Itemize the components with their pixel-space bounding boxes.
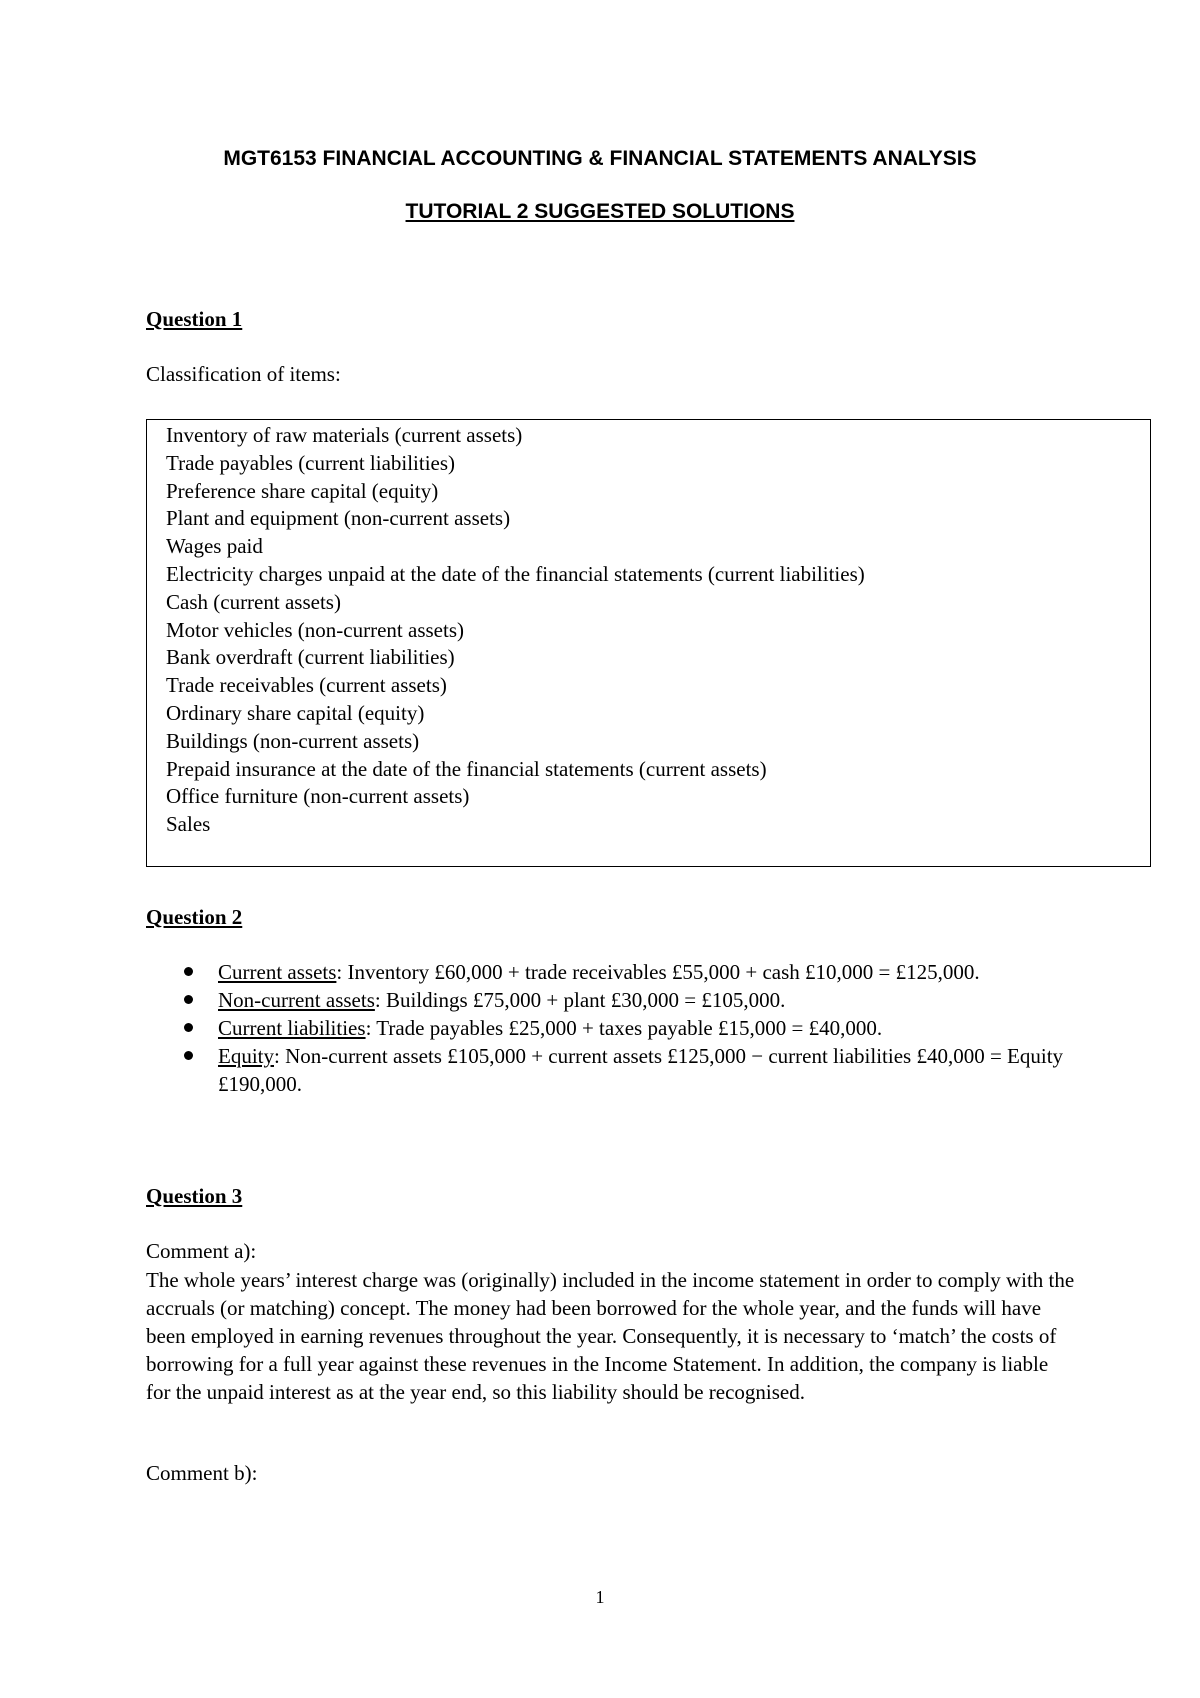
classification-item: Electricity charges unpaid at the date of the financial statements (current liabilities) [166, 561, 865, 586]
classification-item: Sales [166, 812, 211, 837]
classification-item: Cash (current assets) [166, 589, 341, 614]
bullet-dot-icon [184, 1023, 193, 1032]
document-subtitle: TUTORIAL 2 SUGGESTED SOLUTIONS [405, 200, 795, 223]
classification-item: Motor vehicles (non-current assets) [166, 617, 464, 642]
bullet-item [146, 958, 1076, 986]
document-title: MGT6153 FINANCIAL ACCOUNTING & FINANCIAL STATEMENTS ANALYSIS [223, 147, 977, 170]
classification-item: Bank overdraft (current liabilities) [166, 645, 455, 670]
classification-item: Ordinary share capital (equity) [166, 700, 425, 725]
classification-item: Trade payables (current liabilities) [166, 450, 456, 475]
question-1-heading: Question 1 [146, 307, 243, 331]
bullet-key: Equity [218, 1044, 274, 1068]
bullet-text: : Non-current assets £105,000 + current assets £125,000 − current liabilities £40,000 = Equity £190,000. [218, 1044, 1064, 1096]
bullet-item [146, 1042, 1076, 1098]
bullet-text: : Trade payables £25,000 + taxes payable £15,000 = £40,000. [365, 1016, 883, 1040]
classification-item: Office furniture (non-current assets) [166, 784, 470, 809]
bullet-key: Current liabilities [218, 1016, 366, 1040]
classification-item: Preference share capital (equity) [166, 478, 439, 503]
bullet-dot-icon [184, 967, 193, 976]
question-2-heading: Question 2 [146, 905, 243, 929]
bullet-dot-icon [184, 1051, 193, 1060]
classification-item: Inventory of raw materials (current assets) [166, 423, 523, 447]
classification-item: Prepaid insurance at the date of the financial statements (current assets) [166, 756, 767, 781]
classification-item: Buildings (non-current assets) [166, 728, 420, 753]
question-3-heading: Question 3 [146, 1184, 243, 1208]
bullet-text: : Buildings £75,000 + plant £30,000 = £105,000. [374, 988, 786, 1012]
bullet-item [146, 986, 1076, 1014]
bullet-text: : Inventory £60,000 + trade receivables £55,000 + cash £10,000 = £125,000. [336, 960, 980, 984]
bullet-dot-icon [184, 995, 193, 1004]
bullet-key: Non-current assets [218, 988, 375, 1012]
bullet-item [146, 1014, 1076, 1042]
question-2-bullet-list [146, 958, 1076, 1098]
comment-a-paragraph: The whole years’ interest charge was (originally) included in the income statement in order to comply with the accruals (or matching) concept. The money had been borrowed for the whole year, and the funds will have been employed in earning revenues throughout the year. Consequently, it is necessary to ‘match’ the costs of borrowing for a full year against these revenues in the Income Statement. In addition, the company is liable for the unpaid interest as at the year end, so this liability should be recognised. [146, 1268, 1075, 1404]
comment-b-label: Comment b): [146, 1461, 258, 1485]
question-1-intro: Classification of items: [146, 362, 341, 386]
bullet-key: Current assets [218, 960, 337, 984]
classification-list [166, 422, 1150, 839]
classification-item: Trade receivables (current assets) [166, 673, 447, 698]
classification-box [146, 419, 1151, 867]
page-number: 1 [595, 1587, 605, 1607]
classification-item: Plant and equipment (non-current assets) [166, 506, 511, 531]
comment-a-label: Comment a): [146, 1239, 257, 1263]
classification-item: Wages paid [166, 534, 263, 559]
